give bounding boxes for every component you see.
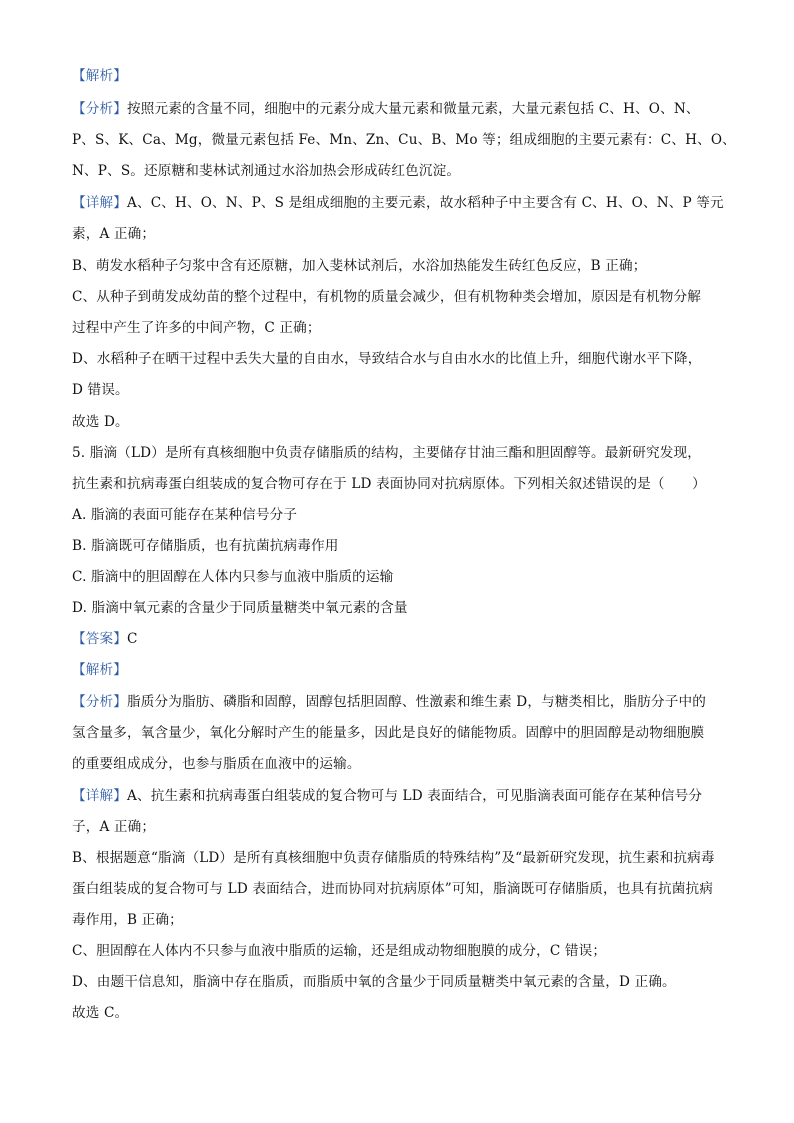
answer-tag: 【答案】 bbox=[72, 631, 127, 647]
detail-c-line-2: 过程中产生了许多的中间产物，C 正确； bbox=[72, 320, 321, 336]
choose-line-2: 故选 C。 bbox=[72, 1005, 129, 1021]
fenxi-text: 按照元素的含量不同，细胞中的元素分成大量元素和微量元素，大量元素包括 C、H、O、N、 bbox=[126, 101, 700, 117]
detail-d-line-1: D、水稻种子在晒干过程中丢失大量的自由水，导致结合水与自由水水的比值上升，细胞代谢水平下降， bbox=[72, 351, 702, 367]
detail2-b-line-2: 蛋白组装成的复合物可与 LD 表面结合，进而协同对抗病原体”可知，脂滴既可存储脂质，也具有抗菌抗病 bbox=[72, 881, 713, 897]
xiangjie-tag-2: 【详解】 bbox=[72, 788, 127, 804]
xiangjie2-line-2: 子，A 正确； bbox=[72, 819, 156, 835]
question-stem-line-2: 抗生素和抗病毒蛋白组装成的复合物可存在于 LD 表面协同对抗病原体。下列相关叙述错误的是（ ） bbox=[72, 476, 706, 492]
option-a: A. 脂滴的表面可能存在某种信号分子 bbox=[72, 507, 298, 523]
detail-d-line-2: D 错误。 bbox=[72, 382, 129, 398]
fenxi2-line-3: 的重要组成成分，也参与脂质在血液中的运输。 bbox=[72, 756, 361, 772]
xiangjie-text: A、C、H、O、N、P、S 是组成细胞的主要元素，故水稻种子中主要含有 C、H、O、N、P 等元 bbox=[126, 195, 724, 211]
xiangjie-line-1 bbox=[72, 194, 724, 212]
question-stem-line-1: 5. 脂滴（LD）是所有真核细胞中负责存储脂质的结构，主要储存甘油三酯和胆固醇等。最新研究发现， bbox=[72, 445, 701, 461]
option-d: D. 脂滴中氧元素的含量少于同质量糖类中氧元素的含量 bbox=[72, 600, 408, 616]
fenxi-tag-2: 【分析】 bbox=[72, 694, 127, 710]
xiangjie2-text: A、抗生素和抗病毒蛋白组装成的复合物可与 LD 表面结合，可见脂滴表面可能存在某种信号分 bbox=[126, 788, 703, 804]
xiangjie2-line-1 bbox=[72, 787, 724, 805]
detail2-d: D、由题干信息知，脂滴中存在脂质，而脂质中氧的含量少于同质量糖类中氧元素的含量，D 正确。 bbox=[72, 974, 676, 990]
fenxi2-line-1 bbox=[72, 693, 724, 711]
detail2-b-line-1: B、根据题意“脂滴（LD）是所有真核细胞中负责存储脂质的特殊结构”及“最新研究发现，抗生素和抗病毒 bbox=[72, 850, 715, 866]
detail-c-line-1: C、从种子到萌发成幼苗的整个过程中，有机物的质量会减少，但有机物种类会增加，原因是有机物分解 bbox=[72, 289, 702, 305]
fenxi2-line-2: 氢含量多，氧含量少，氧化分解时产生的能量多，因此是良好的储能物质。固醇中的胆固醇是动物细胞膜 bbox=[72, 725, 705, 741]
option-c: C. 脂滴中的胆固醇在人体内只参与血液中脂质的运输 bbox=[72, 569, 394, 585]
choose-line: 故选 D。 bbox=[72, 414, 129, 430]
option-b: B. 脂滴既可存储脂质，也有抗菌抗病毒作用 bbox=[72, 538, 339, 554]
jiexi-heading-2 bbox=[72, 661, 724, 679]
xiangjie-line-2: 素，A 正确； bbox=[72, 226, 156, 242]
fenxi-line-1 bbox=[72, 100, 724, 118]
fenxi-tag: 【分析】 bbox=[72, 101, 127, 117]
jiexi-tag-2: 【解析】 bbox=[72, 662, 127, 678]
detail2-c: C、胆固醇在人体内不只参与血液中脂质的运输，还是组成动物细胞膜的成分，C 错误； bbox=[72, 943, 607, 959]
fenxi-line-3: N、P、S。还原糖和斐林试剂通过水浴加热会形成砖红色沉淀。 bbox=[72, 163, 461, 179]
answer-value: C bbox=[126, 631, 138, 647]
detail2-b-line-3: 毒作用，B 正确； bbox=[72, 912, 183, 928]
xiangjie-tag: 【详解】 bbox=[72, 195, 127, 211]
jiexi-heading bbox=[72, 67, 724, 85]
detail-b: B、萌发水稻种子匀浆中含有还原糖，加入斐林试剂后，水浴加热能发生砖红色反应，B 正确； bbox=[72, 258, 647, 274]
jiexi-tag: 【解析】 bbox=[72, 68, 127, 84]
answer-line bbox=[72, 630, 724, 648]
fenxi-line-2: P、S、K、Ca、Mg，微量元素包括 Fe、Mn、Zn、Cu、B、Mo 等；组成细胞的主要元素有：C、H、O、 bbox=[72, 132, 736, 148]
fenxi2-text: 脂质分为脂肪、磷脂和固醇，固醇包括胆固醇、性激素和维生素 D，与糖类相比，脂肪分子中的 bbox=[126, 694, 706, 710]
